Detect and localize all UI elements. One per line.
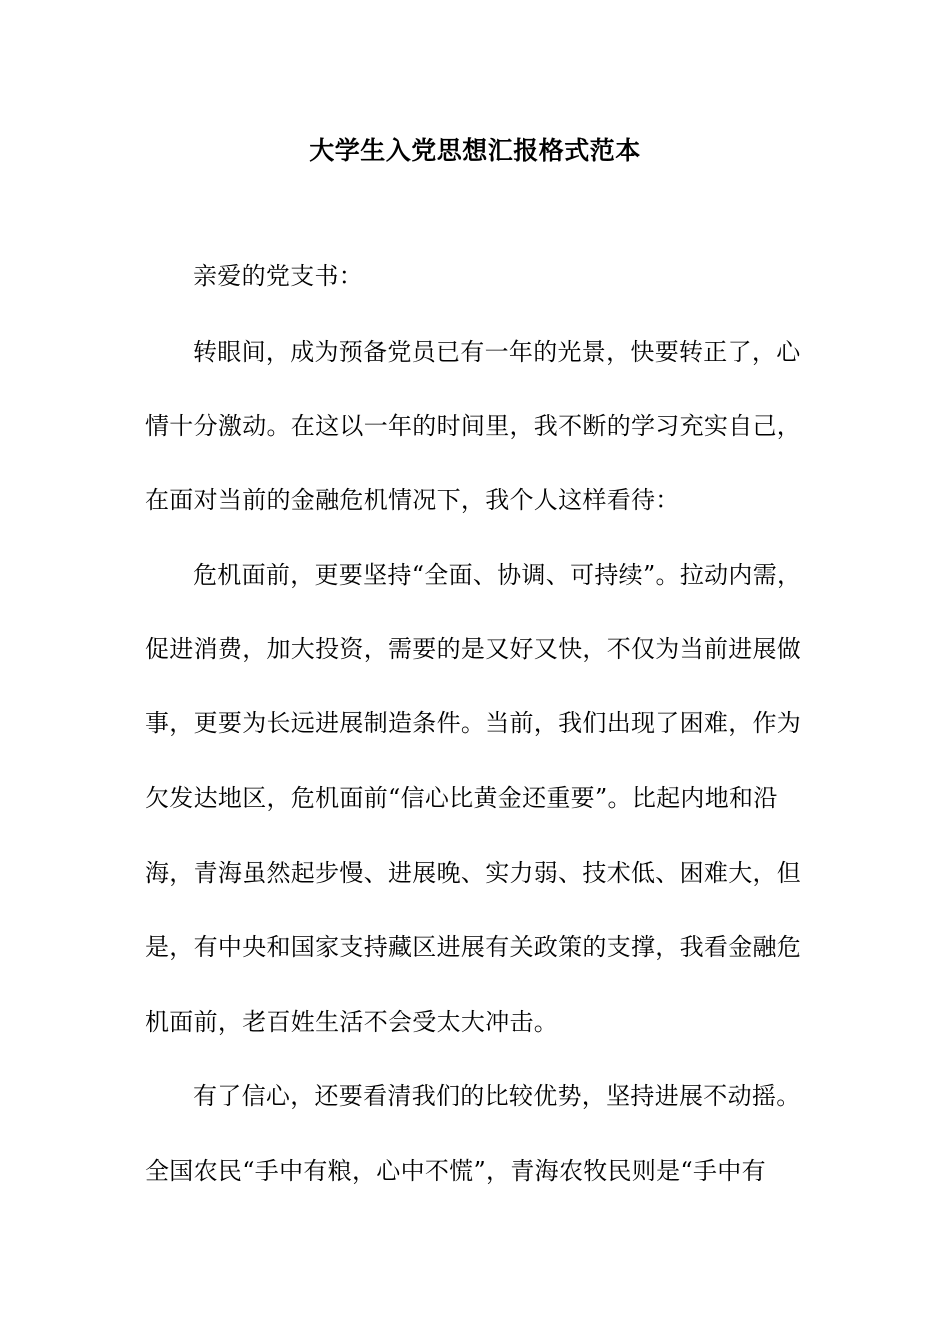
paragraph-line: 全国农民“手中有粮，心中不慌”，青海农牧民则是“手中有 (145, 1157, 766, 1185)
paragraph-line: 促进消费，加大投资，需要的是又好又快，不仅为当前进展做 (145, 635, 802, 663)
paragraph-line: 是，有中央和国家支持藏区进展有关政策的支撑，我看金融危 (145, 933, 802, 961)
paragraph-line: 在面对当前的金融危机情况下，我个人这样看待： (145, 486, 680, 514)
salutation-line: 亲爱的党支书： (193, 262, 364, 290)
paragraph-line: 欠发达地区，危机面前“信心比黄金还重要”。比起内地和沿 (145, 784, 778, 812)
paragraph-line: 有了信心，还要看清我们的比较优势，坚持进展不动摇。 (193, 1082, 801, 1110)
paragraph-line: 危机面前，更要坚持“全面、协调、可持续”。拉动内需， (193, 561, 802, 589)
document-title: 大学生入党思想汇报格式范本 (309, 136, 641, 165)
paragraph-line: 机面前，老百姓生活不会受太大冲击。 (145, 1008, 559, 1036)
paragraph-line: 事，更要为长远进展制造条件。当前，我们出现了困难，作为 (145, 709, 802, 737)
paragraph-line: 情十分激动。在这以一年的时间里，我不断的学习充实自己， (145, 412, 802, 440)
paragraph-line: 转眼间，成为预备党员已有一年的光景，快要转正了，心 (193, 338, 801, 366)
paragraph-line: 海，青海虽然起步慢、进展晚、实力弱、技术低、困难大，但 (145, 859, 802, 887)
